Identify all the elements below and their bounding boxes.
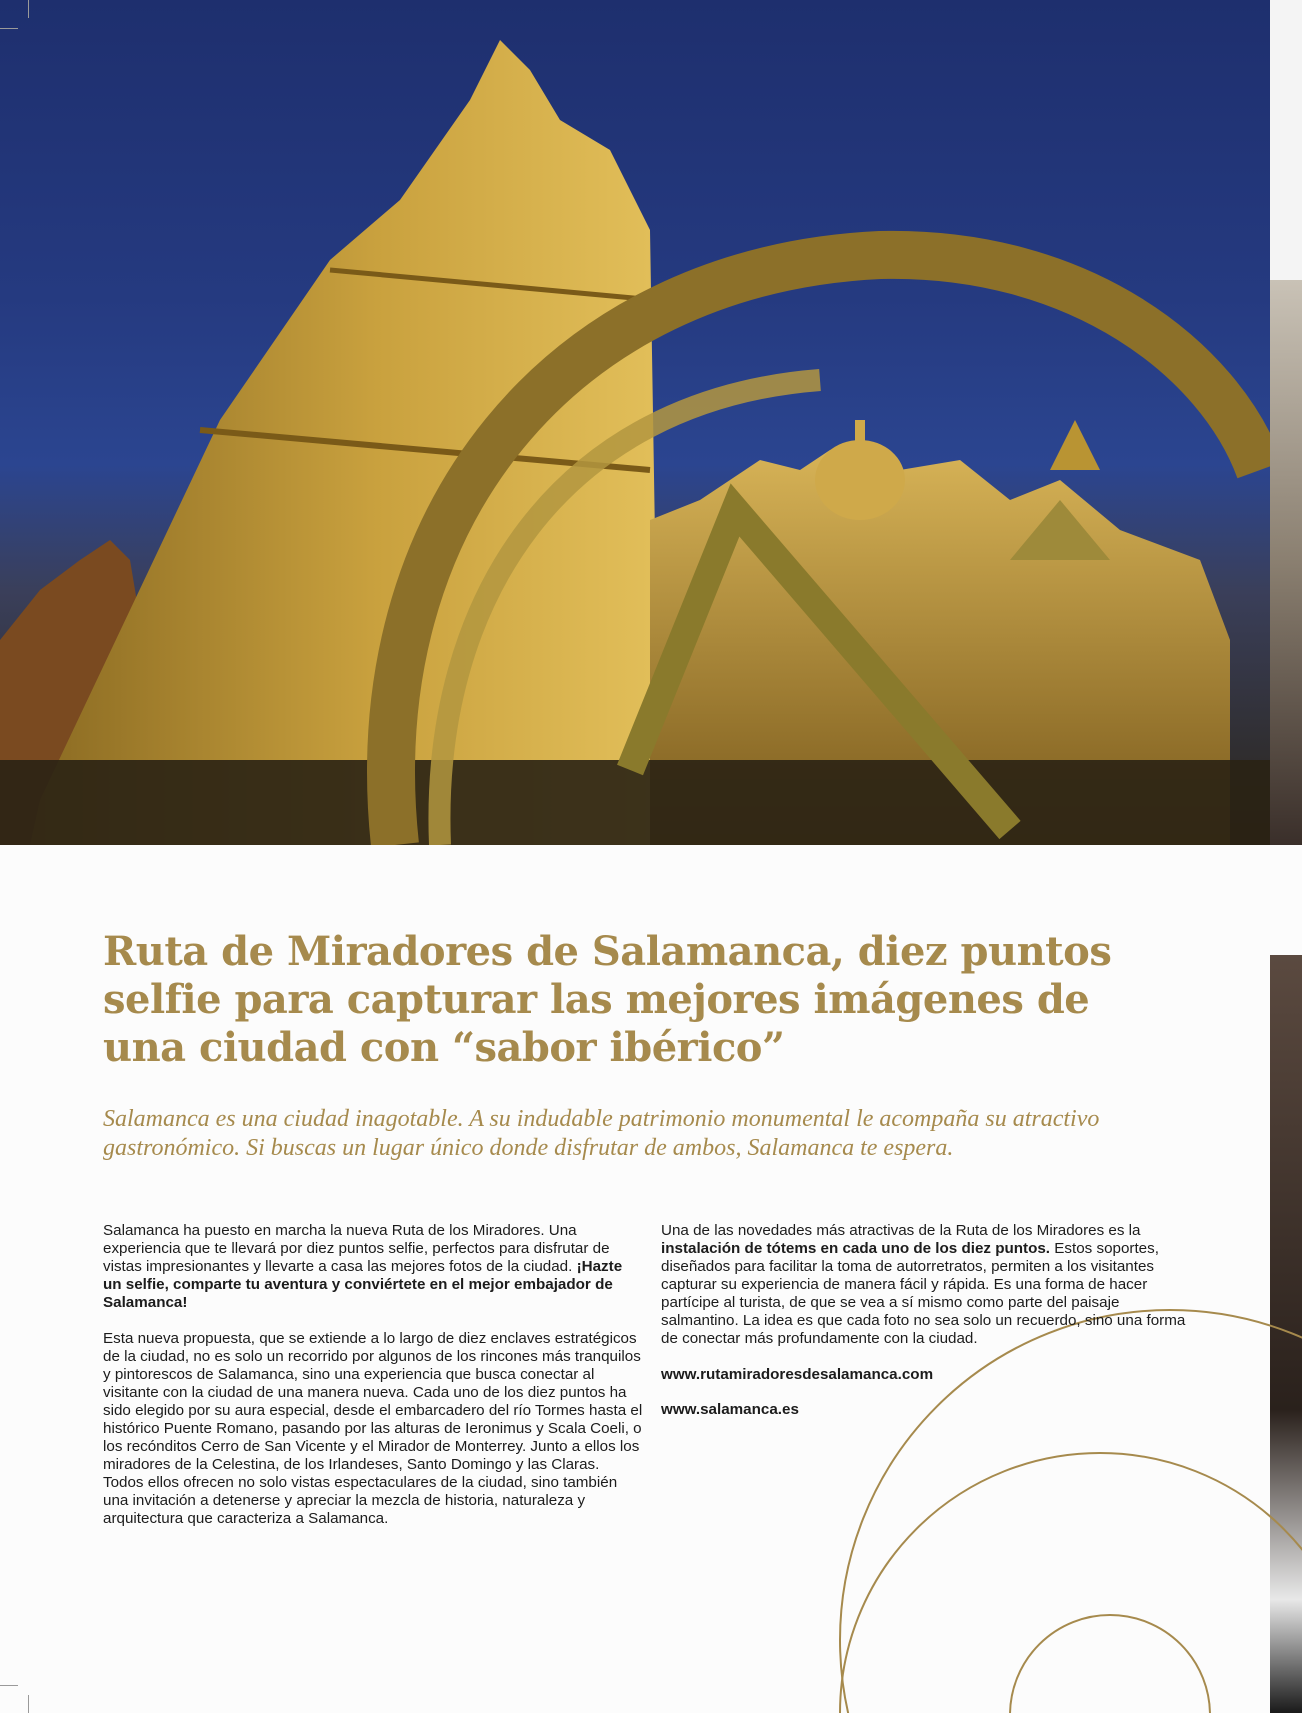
- left-p1-bold: ¡Hazte un selfie, comparte tu aventura y conviértete en el mejor embajador de Salamanca!: [103, 1258, 623, 1311]
- adjacent-page-strip-photo: [1270, 280, 1302, 845]
- left-column: [103, 1222, 643, 1546]
- right-column: [661, 1222, 1201, 1436]
- crop-mark-bottom-h: [0, 1685, 18, 1686]
- article-subtitle: Salamanca es una ciudad inagotable. A su indudable patrimonio monumental le acompaña su atractivo gastronómico. Si buscas un lugar único donde disfrutar de ambos, Salamanca te espera.: [103, 1106, 1100, 1161]
- right-p1-end: Estos soportes, diseñados para facilitar la toma de autorretratos, permiten a los visitantes capturar su experiencia de manera fácil y rápida. Es una forma de hacer partícipe al turista, de que se vea a sí mismo como parte del paisaje salmantino. La idea es que cada foto no sea solo un recuerdo, sino una forma de conectar más profundamente con la ciudad.: [661, 1240, 1186, 1347]
- left-paragraph-2: Esta nueva propuesta, que se extiende a lo largo de diez enclaves estratégicos de la ciudad, no es solo un recorrido por algunos de los rincones más tranquilos y pintorescos de Salamanca, sino una experiencia que busca conectar al visitante con la ciudad de una manera nueva. Cada uno de los diez puntos ha sido elegido por su aura especial, desde el embarcadero del río Tormes hasta el histórico Puente Romano, pasando por las alturas de Ieronimus y Scala Coeli, o los recónditos Cerro de San Vicente y el Mirador de Monterrey. Junto a ellos los miradores de la Celestina, de los Irlandeses, Santo Domingo y las Claras. Todos ellos ofrecen no solo vistas espectaculares de la ciudad, sino también una invitación a detenerse y apreciar la mezcla de historia, naturaleza y arquitectura que caracteriza a Salamanca.: [103, 1330, 643, 1527]
- adjacent-page-strip-bottom: [1270, 955, 1302, 1713]
- article-headline: Ruta de Miradores de Salamanca, diez puntos selfie para capturar las mejores imágenes de una ciudad con “sabor ibérico”: [103, 928, 1112, 1071]
- link-salamanca[interactable]: www.salamanca.es: [661, 1401, 799, 1418]
- crop-mark-top-h: [0, 28, 18, 29]
- right-p1-start: Una de las novedades más atractivas de la Ruta de los Miradores es la: [661, 1222, 1141, 1239]
- hero-photo: [0, 0, 1270, 845]
- crop-mark-top-v: [28, 0, 29, 18]
- crop-mark-bottom-v: [28, 1695, 29, 1713]
- left-paragraph-1: [103, 1222, 643, 1312]
- right-paragraph-1: [661, 1222, 1201, 1348]
- cathedral-illustration: [0, 0, 1270, 845]
- left-p1-text: Salamanca ha puesto en marcha la nueva Ruta de los Miradores. Una experiencia que te llevará por diez puntos selfie, perfectos para disfrutar de vistas impresionantes y llevarte a casa las mejores fotos de la ciudad.: [103, 1222, 610, 1275]
- right-p1-bold: instalación de tótems en cada uno de los diez puntos.: [661, 1240, 1051, 1257]
- adjacent-page-strip-top: [1270, 0, 1302, 280]
- link-rutamiradores[interactable]: www.rutamiradoresdesalamanca.com: [661, 1366, 934, 1383]
